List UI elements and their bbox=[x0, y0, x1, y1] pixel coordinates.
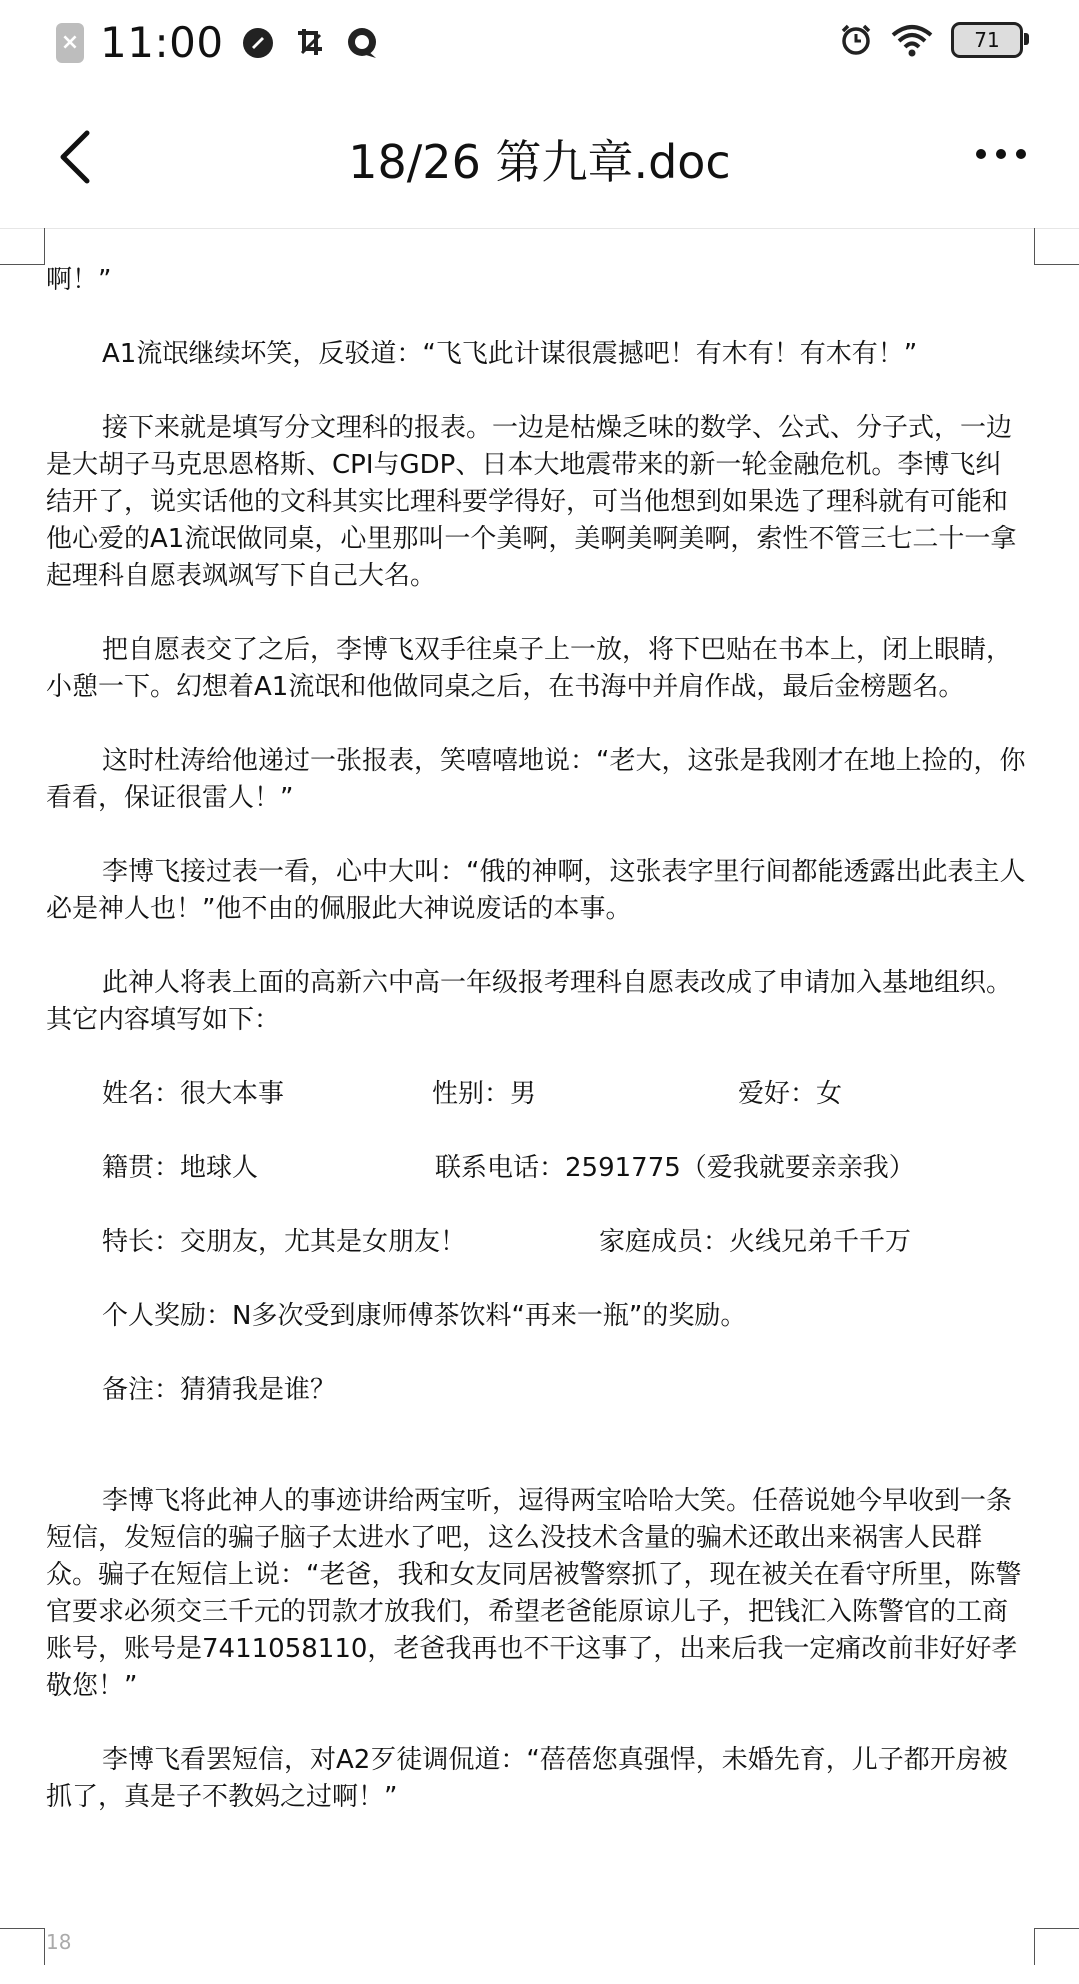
form-award: 个人奖励：N多次受到康师傅茶饮料“再来一瓶”的奖励。 bbox=[102, 1301, 747, 1331]
status-right bbox=[839, 22, 1023, 58]
more-dot-icon bbox=[1016, 149, 1026, 159]
more-dot-icon bbox=[976, 149, 986, 159]
form-hometown: 籍贯：地球人 bbox=[102, 1153, 259, 1183]
alarm-icon bbox=[839, 23, 873, 57]
status-left bbox=[56, 18, 380, 67]
clock: 11:00 bbox=[100, 18, 224, 67]
notification-app-icon: × bbox=[56, 23, 84, 63]
paragraph: A1流氓继续坏笑，反驳道：“飞飞此计谋很震撼吧！有木有！有木有！” bbox=[102, 339, 918, 369]
title-bar bbox=[0, 86, 1079, 229]
paragraph: 把自愿表交了之后，李博飞双手往桌子上一放，将下巴贴在书本上，闭上眼睛，小憩一下。幻想着A1流氓和他做同桌之后，在书海中并肩作战，最后金榜题名。 bbox=[46, 635, 1013, 702]
paragraph: 李博飞看罢短信，对A2歹徒调侃道：“蓓蓓您真强悍，未婚先育，儿子都开房被抓了，真是子不教妈之过啊！” bbox=[46, 1745, 1008, 1812]
battery-icon bbox=[951, 22, 1023, 58]
form-row bbox=[46, 1224, 1026, 1261]
paragraph: 李博飞将此神人的事迹讲给两宝听，逗得两宝哈哈大笑。任蓓说她今早收到一条短信，发短信的骗子脑子太进水了吧，这么没技术含量的骗术还敢出来祸害人民群众。骗子在短信上说：“老爸，我和女友同居被警察抓了，现在被关在看守所里，陈警官要求必须交三千元的罚款才放我们，希望老爸能原谅儿子，把钱汇入陈警官的工商账号，账号是7411058110，老爸我再也不干这事了，出来后我一定痛改前非好好孝敬您！” bbox=[46, 1486, 1022, 1701]
form-skill: 特长：交朋友，尤其是女朋友！ bbox=[102, 1227, 467, 1257]
screenshot-icon bbox=[292, 25, 328, 61]
page-corner-mark bbox=[0, 228, 45, 265]
battery-level: 71 bbox=[974, 28, 1000, 52]
more-dot-icon bbox=[996, 149, 1006, 159]
form-name: 姓名：很大本事 bbox=[102, 1079, 285, 1109]
form-row bbox=[46, 1372, 1026, 1409]
page-corner-mark bbox=[1034, 1928, 1079, 1965]
form-hobby: 爱好：女 bbox=[738, 1079, 843, 1109]
more-options-button[interactable] bbox=[963, 132, 1039, 176]
app-circle-icon bbox=[240, 25, 276, 61]
form-note: 备注：猜猜我是谁？ bbox=[102, 1375, 337, 1405]
form-row bbox=[46, 1076, 1026, 1113]
wifi-icon bbox=[891, 23, 933, 57]
spacer bbox=[46, 1446, 1026, 1483]
document-title: 18/26 第九章.doc bbox=[348, 135, 731, 189]
form-row bbox=[46, 1298, 1026, 1335]
paragraph: 此神人将表上面的高新六中高一年级报考理科自愿表改成了申请加入基地组织。其它内容填写如下： bbox=[46, 968, 1013, 1035]
document-body bbox=[46, 262, 1026, 1853]
form-gender: 性别：男 bbox=[432, 1079, 537, 1109]
form-phone: 联系电话：2591775（爱我就要亲亲我） bbox=[435, 1153, 915, 1183]
page-corner-mark bbox=[0, 1928, 45, 1965]
form-row bbox=[46, 1150, 1026, 1187]
paragraph: 李博飞接过表一看，心中大叫：“俄的神啊，这张表字里行间都能透露出此表主人必是神人也！”他不由的佩服此大神说废话的本事。 bbox=[46, 857, 1026, 924]
form-family: 家庭成员：火线兄弟千千万 bbox=[599, 1227, 912, 1257]
status-bar bbox=[0, 0, 1079, 86]
paragraph: 这时杜涛给他递过一张报表，笑嘻嘻地说：“老大，这张是我刚才在地上捡的，你看看，保证很雷人！” bbox=[46, 746, 1026, 813]
message-bubble-icon bbox=[344, 25, 380, 61]
page-corner-mark bbox=[1034, 228, 1079, 265]
paragraph: 接下来就是填写分文理科的报表。一边是枯燥乏味的数学、公式、分子式，一边是大胡子马克思恩格斯、CPI与GDP、日本大地震带来的新一轮金融危机。李博飞纠结开了，说实话他的文科其实比理科要学得好，可当他想到如果选了理科就有可能和他心爱的A1流氓做同桌，心里那叫一个美啊，美啊美啊美啊，索性不管三七二十一拿起理科自愿表飒飒写下自己大名。 bbox=[46, 413, 1017, 591]
paragraph: 啊！” bbox=[46, 265, 112, 295]
page-number: 18 bbox=[46, 1930, 72, 1954]
